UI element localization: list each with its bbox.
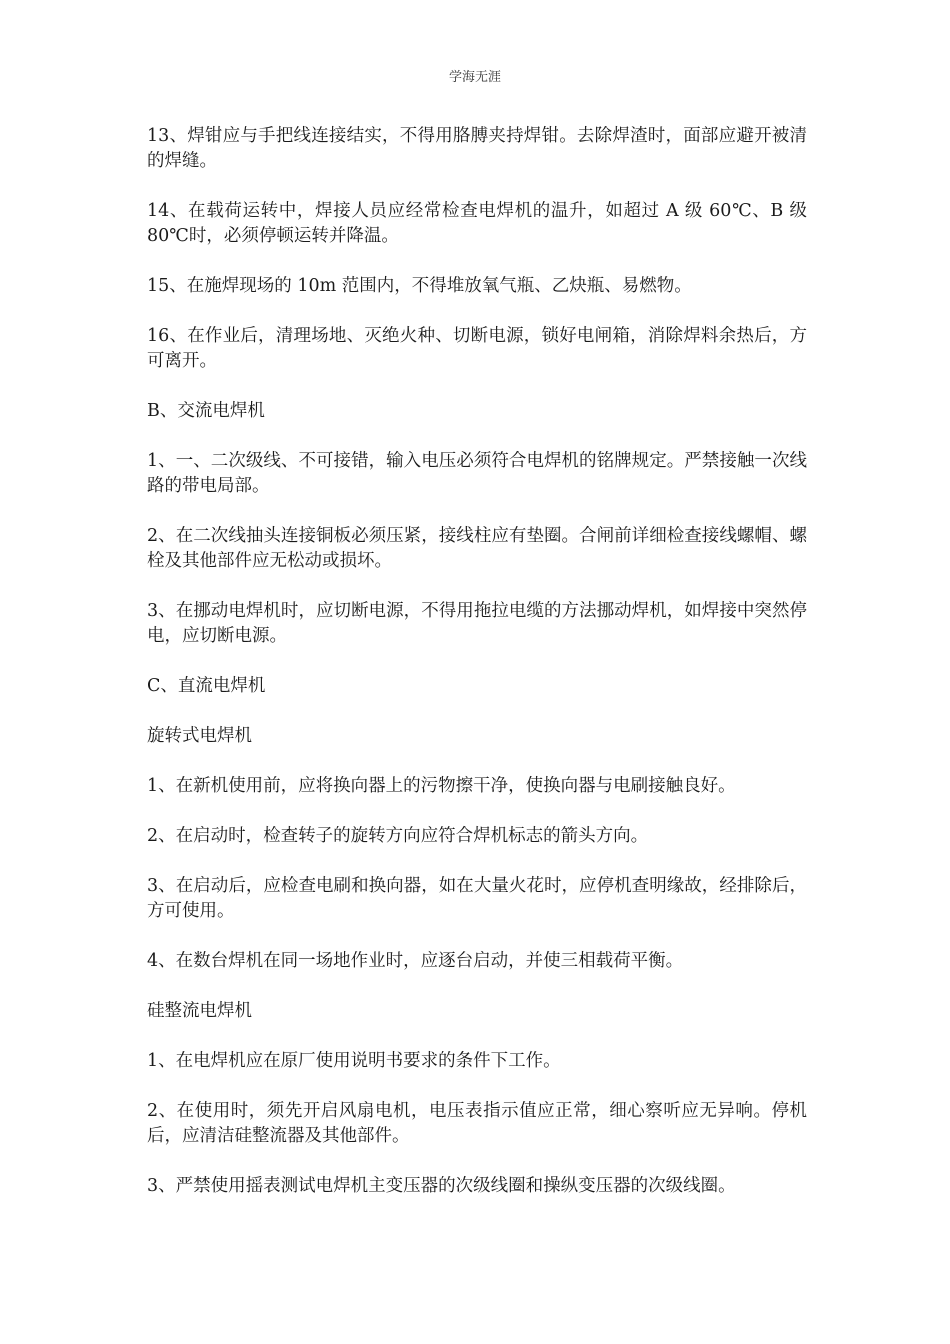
document-body	[147, 124, 807, 1224]
paragraph-15: 15、在施焊现场的 10m 范围内，不得堆放氧气瓶、乙炔瓶、易燃物。	[147, 276, 692, 296]
rotary-item-4: 4、在数台焊机在同一场地作业时，应逐台启动，并使三相载荷平衡。	[147, 951, 684, 971]
paragraph-14: 14、在载荷运转中，焊接人员应经常检查电焊机的温升，如超过 A 级 60℃、B 级 80℃时，必须停顿运转并降温。	[147, 201, 807, 246]
ac-item-2: 2、在二次线抽头连接铜板必须压紧，接线柱应有垫圈。合闸前详细检查接线螺帽、螺栓及其他部件应无松动或损坏。	[147, 526, 807, 571]
paragraph-16: 16、在作业后，清理场地、灭绝火种、切断电源，锁好电闸箱，消除焊料余热后，方可离开。	[147, 326, 807, 371]
rotary-item-2: 2、在启动时，检查转子的旋转方向应符合焊机标志的箭头方向。	[147, 826, 649, 846]
rotary-item-3: 3、在启动后，应检查电刷和换向器，如在大量火花时，应停机查明缘故，经排除后，方可使用。	[147, 876, 807, 921]
ac-item-3: 3、在挪动电焊机时，应切断电源，不得用拖拉电缆的方法挪动焊机，如焊接中突然停电，应切断电源。	[147, 601, 807, 646]
paragraph-13: 13、焊钳应与手把线连接结实，不得用胳膊夹持焊钳。去除焊渣时，面部应避开被清的焊缝。	[147, 126, 807, 171]
section-heading-ac-welder: B、交流电焊机	[147, 401, 265, 421]
rectifier-item-2: 2、在使用时，须先开启风扇电机，电压表指示值应正常，细心察听应无异响。停机后，应清洁硅整流器及其他部件。	[147, 1101, 807, 1146]
rectifier-item-1: 1、在电焊机应在原厂使用说明书要求的条件下工作。	[147, 1051, 561, 1071]
rotary-item-1: 1、在新机使用前，应将换向器上的污物擦干净，使换向器与电刷接触良好。	[147, 776, 736, 796]
ac-item-1: 1、一、二次级线、不可接错，输入电压必须符合电焊机的铭牌规定。严禁接触一次线路的带电局部。	[147, 451, 807, 496]
page-header: 学海无涯	[448, 70, 501, 85]
section-heading-dc-welder: C、直流电焊机	[147, 676, 266, 696]
subheading-silicon-rectifier-welder: 硅整流电焊机	[147, 1001, 252, 1021]
rectifier-item-3: 3、严禁使用摇表测试电焊机主变压器的次级线圈和操纵变压器的次级线圈。	[147, 1176, 736, 1196]
subheading-rotary-welder: 旋转式电焊机	[147, 726, 252, 746]
